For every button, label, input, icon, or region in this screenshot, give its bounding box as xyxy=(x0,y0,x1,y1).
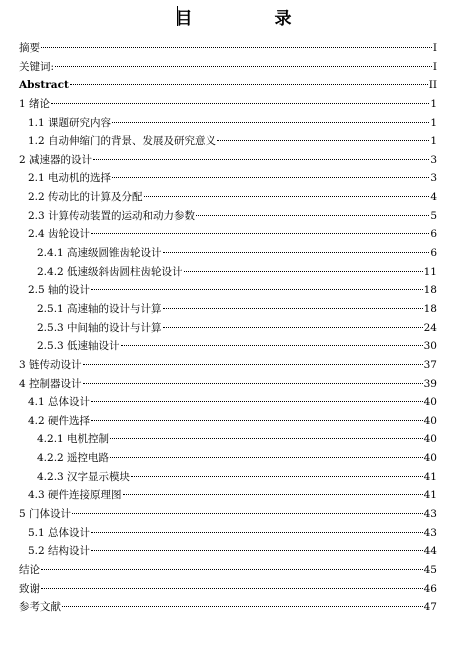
toc-entry-label: 2.5 轴的设计 xyxy=(28,284,91,297)
toc-entry[interactable] xyxy=(19,225,437,244)
toc-entry[interactable] xyxy=(19,244,437,263)
toc-entry[interactable] xyxy=(19,39,437,58)
toc-entry-label: 3 链传动设计 xyxy=(19,358,82,371)
toc-entry-page-number: 40 xyxy=(423,414,437,427)
toc-entry-label: 5.1 总体设计 xyxy=(28,526,91,539)
toc-entry-label: 1.2 自动伸缩门的背景、发展及研究意义 xyxy=(28,135,217,148)
toc-entry-label: 5.2 结构设计 xyxy=(28,545,91,558)
toc-entry-page-number: 44 xyxy=(423,545,437,558)
toc-entry-label: 2.4.1 高速级圆锥齿轮设计 xyxy=(37,247,162,260)
dot-leader xyxy=(163,327,423,328)
dot-leader xyxy=(91,401,423,402)
dot-leader xyxy=(123,494,423,495)
toc-entry[interactable] xyxy=(19,468,437,487)
toc-entry-page-number: 11 xyxy=(423,265,437,278)
dot-leader xyxy=(55,66,432,67)
toc-entry[interactable] xyxy=(19,58,437,77)
table-of-contents xyxy=(19,39,437,617)
toc-entry[interactable] xyxy=(19,188,437,207)
dot-leader xyxy=(112,177,429,178)
toc-entry-label: 2 减速器的设计 xyxy=(19,153,93,166)
toc-entry-label: 摘要 xyxy=(19,42,40,54)
toc-entry[interactable] xyxy=(19,393,437,412)
toc-entry[interactable] xyxy=(19,95,437,114)
dot-leader xyxy=(121,345,423,346)
toc-entry[interactable] xyxy=(19,300,437,319)
toc-entry-label: 2.1 电动机的选择 xyxy=(28,172,112,185)
dot-leader xyxy=(70,84,428,85)
toc-entry-page-number: 24 xyxy=(423,321,437,334)
dot-leader xyxy=(91,532,423,533)
dot-leader xyxy=(163,252,430,253)
toc-entry[interactable] xyxy=(19,337,437,356)
dot-leader xyxy=(83,364,423,365)
toc-entry-page-number: 40 xyxy=(423,452,437,465)
toc-entry-label: 4.3 硬件连接原理图 xyxy=(28,489,122,502)
dot-leader xyxy=(41,569,423,570)
toc-entry[interactable] xyxy=(19,505,437,524)
toc-entry[interactable] xyxy=(19,151,437,170)
toc-entry-label: 4.2 硬件选择 xyxy=(28,414,91,427)
toc-entry-label: Abstract xyxy=(19,79,69,92)
toc-entry[interactable] xyxy=(19,263,437,282)
toc-entry[interactable] xyxy=(19,580,437,599)
toc-entry[interactable] xyxy=(19,375,437,394)
toc-entry[interactable] xyxy=(19,76,437,95)
toc-entry-page-number: 41 xyxy=(423,489,437,502)
dot-leader xyxy=(91,233,429,234)
toc-entry-label: 2.5.1 高速轴的设计与计算 xyxy=(37,302,162,315)
toc-entry[interactable] xyxy=(19,542,437,561)
dot-leader xyxy=(217,140,429,141)
dot-leader xyxy=(91,550,423,551)
dot-leader xyxy=(112,122,429,123)
toc-entry-page-number: 5 xyxy=(430,209,437,222)
toc-entry-label: 5 门体设计 xyxy=(19,508,72,521)
dot-leader xyxy=(196,215,429,216)
toc-entry[interactable] xyxy=(19,132,437,151)
toc-entry[interactable] xyxy=(19,319,437,338)
toc-entry-page-number: 41 xyxy=(423,470,437,483)
toc-entry-page-number: 4 xyxy=(430,191,437,204)
toc-entry-page-number: 1 xyxy=(430,97,437,110)
toc-entry-label: 2.4 齿轮设计 xyxy=(28,228,91,241)
toc-entry-page-number: 40 xyxy=(423,396,437,409)
toc-entry-page-number: 6 xyxy=(430,247,437,260)
toc-entry-page-number: 3 xyxy=(430,153,437,166)
toc-entry[interactable] xyxy=(19,356,437,375)
toc-entry-page-number: 37 xyxy=(423,358,437,371)
toc-entry-label: 4.1 总体设计 xyxy=(28,396,91,409)
dot-leader xyxy=(144,196,430,197)
toc-entry-label: 4 控制器设计 xyxy=(19,377,82,390)
toc-entry[interactable] xyxy=(19,598,437,617)
toc-entry-label: 4.2.1 电机控制 xyxy=(37,433,110,446)
toc-entry-label: 关键词: xyxy=(19,60,55,73)
toc-entry-label: 结论 xyxy=(19,563,40,576)
toc-entry-page-number: I xyxy=(432,42,437,54)
dot-leader xyxy=(91,289,423,290)
toc-entry[interactable] xyxy=(19,281,437,300)
toc-entry-page-number: 40 xyxy=(423,433,437,446)
dot-leader xyxy=(91,420,423,421)
toc-entry-page-number: 18 xyxy=(423,302,437,315)
page-title: 目 录 xyxy=(175,9,330,29)
toc-entry-label: 致谢 xyxy=(19,582,40,595)
dot-leader xyxy=(131,476,423,477)
title-area xyxy=(0,4,467,28)
toc-entry-page-number: I xyxy=(432,60,437,73)
toc-entry-page-number: 18 xyxy=(423,284,437,297)
toc-entry[interactable] xyxy=(19,169,437,188)
toc-entry[interactable] xyxy=(19,207,437,226)
dot-leader xyxy=(62,606,423,607)
toc-entry[interactable] xyxy=(19,412,437,431)
toc-entry[interactable] xyxy=(19,114,437,133)
toc-entry-label: 2.3 计算传动装置的运动和动力参数 xyxy=(28,209,196,222)
toc-entry-label: 2.4.2 低速级斜齿圆柱齿轮设计 xyxy=(37,265,183,278)
toc-entry-page-number: 43 xyxy=(423,508,437,521)
toc-entry[interactable] xyxy=(19,430,437,449)
toc-entry-label: 2.5.3 低速轴设计 xyxy=(37,340,120,353)
dot-leader xyxy=(163,308,423,309)
dot-leader xyxy=(41,588,423,589)
toc-entry-page-number: II xyxy=(428,79,437,92)
toc-entry-page-number: 6 xyxy=(430,228,437,241)
toc-entry-page-number: 39 xyxy=(423,377,437,390)
toc-entry-page-number: 3 xyxy=(430,172,437,185)
toc-entry-label: 2.2 传动比的计算及分配 xyxy=(28,191,143,204)
toc-entry-label: 1 绪论 xyxy=(19,97,51,110)
toc-entry-label: 4.2.3 汉字显示模块 xyxy=(37,470,131,483)
toc-entry[interactable] xyxy=(19,524,437,543)
dot-leader xyxy=(93,159,429,160)
toc-entry[interactable] xyxy=(19,561,437,580)
toc-entry-label: 1.1 课题研究内容 xyxy=(28,116,112,129)
dot-leader xyxy=(41,47,432,48)
toc-entry[interactable] xyxy=(19,486,437,505)
toc-entry-page-number: 43 xyxy=(423,526,437,539)
toc-entry-label: 参考文献 xyxy=(19,601,61,614)
toc-entry-page-number: 46 xyxy=(423,582,437,595)
toc-entry-page-number: 1 xyxy=(430,116,437,129)
dot-leader xyxy=(110,457,423,458)
toc-entry-page-number: 30 xyxy=(423,340,437,353)
toc-entry-page-number: 1 xyxy=(430,135,437,148)
toc-entry-label: 2.5.3 中间轴的设计与计算 xyxy=(37,321,162,334)
toc-entry-label: 4.2.2 遥控电路 xyxy=(37,452,110,465)
dot-leader xyxy=(184,271,423,272)
dot-leader xyxy=(72,513,423,514)
dot-leader xyxy=(110,438,423,439)
dot-leader xyxy=(83,383,423,384)
toc-entry[interactable] xyxy=(19,449,437,468)
toc-entry-page-number: 47 xyxy=(423,601,437,614)
toc-entry-page-number: 45 xyxy=(423,563,437,576)
dot-leader xyxy=(51,103,429,104)
